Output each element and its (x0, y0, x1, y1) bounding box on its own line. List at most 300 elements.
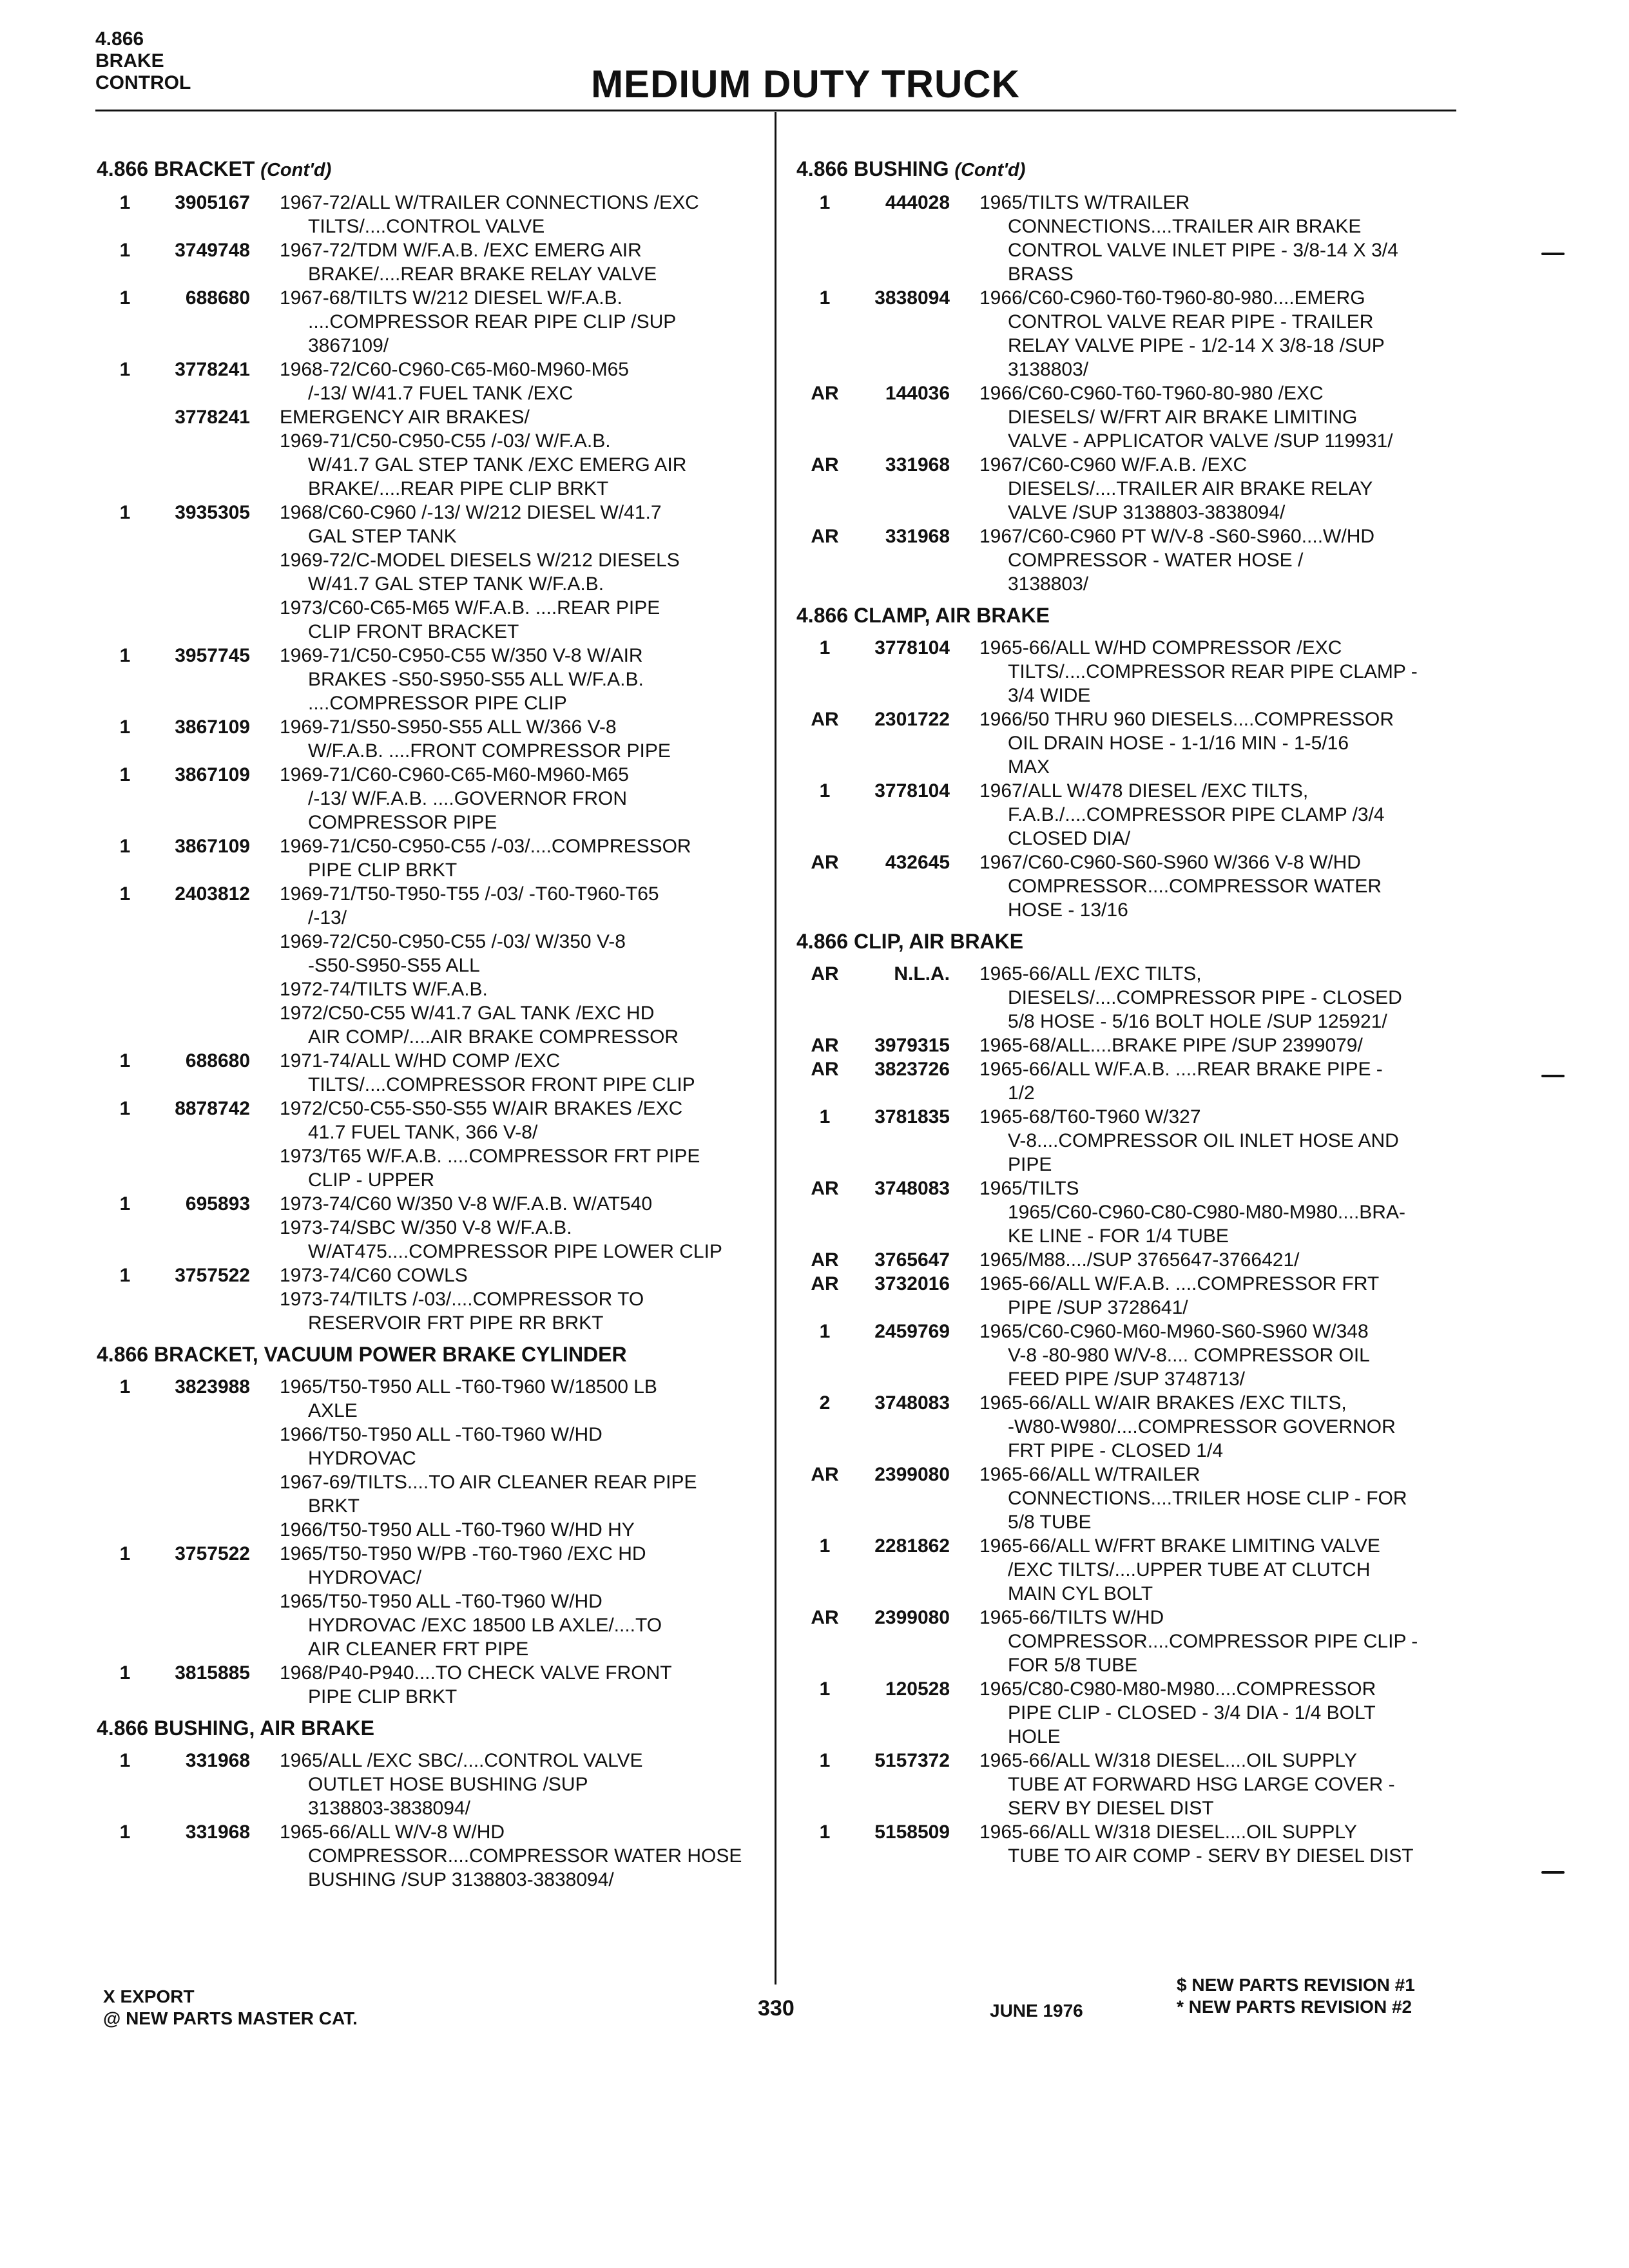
description-line: TILTS/....COMPRESSOR REAR PIPE CLAMP - (1008, 661, 1418, 682)
entry-description (979, 962, 1460, 1033)
description-line: 1965-66/ALL W/V-8 W/HD (280, 1821, 505, 1843)
section-title (97, 1341, 767, 1367)
description-line: 1969-72/C50-C950-C55 /-03/ W/350 V-8 (280, 931, 626, 952)
entry-part-number: 688680 (185, 287, 250, 309)
section-title (97, 1715, 767, 1741)
entry-part-number: 432645 (885, 852, 950, 873)
parts-entry (97, 191, 767, 238)
description-line: COMPRESSOR....COMPRESSOR WATER (1008, 876, 1382, 897)
parts-entry (97, 1542, 767, 1661)
entry-quantity: 1 (119, 836, 131, 857)
entry-description (280, 834, 767, 882)
parts-entry (796, 191, 1460, 286)
entry-part-number: 3757522 (175, 1265, 250, 1286)
description-line: RESERVOIR FRT PIPE RR BRKT (308, 1312, 604, 1334)
description-line: PIPE (1008, 1154, 1052, 1175)
description-line: CONTROL VALVE REAR PIPE - TRAILER (1008, 311, 1374, 332)
description-line: 1965-66/ALL W/HD COMPRESSOR /EXC (979, 637, 1342, 658)
description-line: 1965-66/TILTS W/HD (979, 1607, 1164, 1628)
description-line: ....COMPRESSOR REAR PIPE CLIP /SUP (308, 311, 677, 332)
description-line: 1973-74/TILTS /-03/....COMPRESSOR TO (280, 1289, 644, 1310)
header-line-control: CONTROL (95, 72, 191, 93)
entry-description (280, 191, 767, 238)
entry-description (280, 1264, 767, 1335)
entry-description (979, 1177, 1460, 1248)
entry-quantity: AR (811, 383, 839, 404)
description-line: 1969-71/T50-T950-T55 /-03/ -T60-T960-T65 (280, 883, 659, 905)
entry-quantity: AR (811, 709, 839, 730)
parts-entry (97, 1097, 767, 1192)
description-line: PIPE CLIP - CLOSED - 3/4 DIA - 1/4 BOLT (1008, 1702, 1376, 1724)
entry-quantity: AR (811, 1035, 839, 1056)
parts-entry (796, 1272, 1460, 1320)
entry-quantity: AR (811, 526, 839, 547)
description-line: DIESELS/....TRAILER AIR BRAKE RELAY (1008, 478, 1373, 499)
entry-part-number: 331968 (885, 454, 950, 476)
entry-description (979, 1606, 1460, 1677)
description-line: 1967/ALL W/478 DIESEL /EXC TILTS, (979, 780, 1309, 802)
entry-description (979, 1391, 1460, 1463)
description-line: ....COMPRESSOR PIPE CLIP (308, 693, 567, 714)
entry-quantity: 1 (819, 192, 831, 213)
description-line: CONNECTIONS....TRAILER AIR BRAKE (1008, 216, 1362, 237)
description-line: PIPE CLIP BRKT (308, 860, 458, 881)
description-line: 1965-66/ALL W/AIR BRAKES /EXC TILTS, (979, 1392, 1347, 1414)
entry-part-number: 3823988 (175, 1376, 250, 1398)
parts-entry (796, 1320, 1460, 1391)
entry-part-number: N.L.A. (894, 963, 950, 985)
description-line: HOSE - 13/16 (1008, 899, 1128, 921)
footer-date: JUNE 1976 (990, 2001, 1083, 2021)
entry-description (979, 524, 1460, 596)
right-column (796, 149, 1460, 1868)
entry-quantity: 1 (819, 1106, 831, 1128)
entry-quantity: 1 (119, 764, 131, 785)
entry-part-number: 3781835 (874, 1106, 950, 1128)
description-line: /EXC TILTS/....UPPER TUBE AT CLUTCH (1008, 1559, 1371, 1581)
description-line: /-13/ W/F.A.B. ....GOVERNOR FRON (308, 788, 628, 809)
entry-part-number: 5157372 (874, 1750, 950, 1771)
entry-quantity: AR (811, 1464, 839, 1485)
description-line: COMPRESSOR....COMPRESSOR PIPE CLIP - (1008, 1631, 1418, 1652)
description-line: OUTLET HOSE BUSHING /SUP (308, 1774, 588, 1795)
entry-description (979, 707, 1460, 779)
entry-description (280, 1375, 767, 1542)
parts-entry (97, 1749, 767, 1820)
description-line: CLIP FRONT BRACKET (308, 621, 519, 642)
entry-quantity: 1 (119, 502, 131, 523)
entry-description (280, 1542, 767, 1661)
entry-description (280, 405, 767, 501)
entry-part-number: 3823726 (874, 1059, 950, 1080)
entry-quantity: 1 (819, 1321, 831, 1342)
description-line: 1973-74/C60 COWLS (280, 1265, 468, 1286)
entry-quantity: 1 (819, 1678, 831, 1700)
description-line: COMPRESSOR....COMPRESSOR WATER HOSE (308, 1845, 742, 1867)
parts-entry (796, 1105, 1460, 1177)
entry-description (979, 1033, 1460, 1057)
entry-description (280, 1192, 767, 1264)
description-line: V-8 -80-980 W/V-8.... COMPRESSOR OIL (1008, 1345, 1370, 1366)
entry-quantity: 1 (819, 1535, 831, 1557)
entry-quantity: AR (811, 1249, 839, 1271)
parts-entry (796, 1033, 1460, 1057)
description-line: 1965-66/ALL W/F.A.B. ....REAR BRAKE PIPE - (979, 1059, 1383, 1080)
parts-entry (796, 850, 1460, 922)
entry-quantity: 1 (119, 716, 131, 738)
entry-description (280, 644, 767, 715)
section-title-text: 4.866 BUSHING, AIR BRAKE (97, 1716, 374, 1740)
description-line: W/AT475....COMPRESSOR PIPE LOWER CLIP (308, 1241, 722, 1262)
entry-part-number: 2301722 (874, 709, 950, 730)
description-line: 1966/T50-T950 ALL -T60-T960 W/HD HY (280, 1519, 635, 1541)
entry-description (979, 381, 1460, 453)
entry-description (979, 1105, 1460, 1177)
parts-entry (97, 501, 767, 644)
entry-quantity: 1 (119, 1098, 131, 1119)
footer-legend-right (1177, 1974, 1415, 2018)
description-line: BRAKE/....REAR PIPE CLIP BRKT (308, 478, 609, 499)
description-line: KE LINE - FOR 1/4 TUBE (1008, 1225, 1229, 1247)
entry-description (979, 1272, 1460, 1320)
entry-description (979, 1057, 1460, 1105)
description-line: 3867109/ (308, 335, 389, 356)
description-line: DIESELS/....COMPRESSOR PIPE - CLOSED (1008, 987, 1402, 1008)
header-rule (95, 110, 1456, 111)
parts-entry (796, 453, 1460, 524)
entry-quantity: 1 (119, 1750, 131, 1771)
description-line: 1971-74/ALL W/HD COMP /EXC (280, 1050, 561, 1072)
description-line: 1969-71/C50-C950-C55 W/350 V-8 W/AIR (280, 645, 643, 666)
entry-part-number: 144036 (885, 383, 950, 404)
description-line: DIESELS/ W/FRT AIR BRAKE LIMITING (1008, 407, 1358, 428)
description-line: 1969-71/C50-C950-C55 /-03/ W/F.A.B. (280, 430, 611, 452)
entry-description (979, 779, 1460, 850)
description-line: 1965/T50-T950 W/PB -T60-T960 /EXC HD (280, 1543, 646, 1564)
parts-entry (97, 834, 767, 882)
description-line: PIPE CLIP BRKT (308, 1686, 458, 1707)
description-line: 1967-72/ALL W/TRAILER CONNECTIONS /EXC (280, 192, 699, 213)
entry-description (280, 715, 767, 763)
description-line: W/F.A.B. ....FRONT COMPRESSOR PIPE (308, 740, 671, 762)
entry-part-number: 3867109 (175, 764, 250, 785)
footer-master-cat-note: @ NEW PARTS MASTER CAT. (103, 2008, 358, 2028)
description-line: 3138803/ (1008, 573, 1089, 595)
entry-part-number: 3815885 (175, 1662, 250, 1684)
entry-description (979, 1320, 1460, 1391)
margin-mark (1541, 253, 1565, 255)
entry-part-number: 5158509 (874, 1821, 950, 1843)
entry-part-number: 3778104 (874, 637, 950, 658)
entry-quantity: 2 (819, 1392, 831, 1414)
description-line: 1965/M88..../SUP 3765647-3766421/ (979, 1249, 1300, 1271)
parts-entry (796, 707, 1460, 779)
description-line: CLIP - UPPER (308, 1169, 435, 1191)
description-line: AIR CLEANER FRT PIPE (308, 1639, 529, 1660)
entry-part-number: 331968 (185, 1821, 250, 1843)
description-line: CLOSED DIA/ (1008, 828, 1131, 849)
description-line: 1965-66/ALL W/F.A.B. ....COMPRESSOR FRT (979, 1273, 1380, 1294)
entry-quantity: 1 (119, 1265, 131, 1286)
description-line: 3138803/ (1008, 359, 1089, 380)
section-title (796, 928, 1460, 954)
section-title (796, 602, 1460, 628)
description-line: 5/8 TUBE (1008, 1512, 1092, 1533)
description-line: BRAKE/....REAR BRAKE RELAY VALVE (308, 264, 657, 285)
description-line: 3/4 WIDE (1008, 685, 1091, 706)
entry-quantity: 1 (119, 1376, 131, 1398)
entry-quantity: AR (811, 963, 839, 985)
entry-part-number: 3867109 (175, 836, 250, 857)
entry-part-number: 2399080 (874, 1464, 950, 1485)
parts-entry (796, 962, 1460, 1033)
description-line: 1965/T50-T950 ALL -T60-T960 W/18500 LB (280, 1376, 657, 1398)
header-section-label (95, 28, 191, 94)
description-line: FOR 5/8 TUBE (1008, 1655, 1138, 1676)
description-line: 1966/C60-C960-T60-T960-80-980....EMERG (979, 287, 1365, 309)
margin-mark (1541, 1075, 1565, 1077)
entry-description (979, 1248, 1460, 1272)
description-line: COMPRESSOR PIPE (308, 812, 497, 833)
entry-part-number: 331968 (185, 1750, 250, 1771)
entry-description (979, 286, 1460, 381)
description-line: F.A.B./....COMPRESSOR PIPE CLAMP /3/4 (1008, 804, 1385, 825)
description-line: COMPRESSOR - WATER HOSE / (1008, 550, 1304, 571)
parts-entry (796, 1749, 1460, 1820)
entry-quantity: 1 (119, 1662, 131, 1684)
description-line: /-13/ (308, 907, 347, 928)
parts-entry (796, 1248, 1460, 1272)
section-title-text: 4.866 CLAMP, AIR BRAKE (796, 604, 1050, 627)
entry-quantity: AR (811, 1059, 839, 1080)
entry-quantity: AR (811, 1607, 839, 1628)
description-line: 1966/C60-C960-T60-T960-80-980 /EXC (979, 383, 1324, 404)
description-line: 1965/C80-C980-M80-M980....COMPRESSOR (979, 1678, 1376, 1700)
parts-entry (796, 381, 1460, 453)
entry-quantity: AR (811, 1178, 839, 1199)
parts-entry (796, 636, 1460, 707)
margin-mark (1541, 1871, 1565, 1874)
footer-revision-2: * NEW PARTS REVISION #2 (1177, 1997, 1412, 2017)
entry-description (280, 882, 767, 1049)
parts-entry (796, 1606, 1460, 1677)
description-line: 1969-71/S50-S950-S55 ALL W/366 V-8 (280, 716, 617, 738)
description-line: /-13/ W/41.7 FUEL TANK /EXC (308, 383, 574, 404)
entry-part-number: 3757522 (175, 1543, 250, 1564)
entry-description (979, 1677, 1460, 1749)
entry-description (979, 1463, 1460, 1534)
description-line: 1973-74/C60 W/350 V-8 W/F.A.B. W/AT540 (280, 1193, 653, 1215)
entry-part-number: 3935305 (175, 502, 250, 523)
section-continued-mark: (Cont'd) (260, 160, 332, 180)
description-line: 1969-71/C60-C960-C65-M60-M960-M65 (280, 764, 629, 785)
description-line: 1965/TILTS W/TRAILER (979, 192, 1190, 213)
entry-part-number: 3778104 (874, 780, 950, 802)
description-line: SERV BY DIESEL DIST (1008, 1798, 1214, 1819)
entry-part-number: 695893 (185, 1193, 250, 1215)
section-title (97, 156, 767, 183)
entry-quantity: 1 (119, 645, 131, 666)
entry-part-number: 2403812 (175, 883, 250, 905)
description-line: 1967-69/TILTS....TO AIR CLEANER REAR PIPE (280, 1472, 697, 1493)
description-line: HYDROVAC (308, 1448, 416, 1469)
entry-quantity: 1 (119, 1543, 131, 1564)
description-line: 1965-68/ALL....BRAKE PIPE /SUP 2399079/ (979, 1035, 1363, 1056)
entry-part-number: 2399080 (874, 1607, 950, 1628)
description-line: FRT PIPE - CLOSED 1/4 (1008, 1440, 1223, 1461)
description-line: 1969-72/C-MODEL DIESELS W/212 DIESELS (280, 550, 680, 571)
description-line: BUSHING /SUP 3138803-3838094/ (308, 1869, 614, 1890)
parts-entry (97, 1264, 767, 1335)
description-line: PIPE /SUP 3728641/ (1008, 1297, 1188, 1318)
description-line: 41.7 FUEL TANK, 366 V-8/ (308, 1122, 538, 1143)
entry-part-number: 3765647 (874, 1249, 950, 1271)
entry-part-number: 3732016 (874, 1273, 950, 1294)
entry-quantity: AR (811, 454, 839, 476)
description-line: 1965-66/ALL W/FRT BRAKE LIMITING VALVE (979, 1535, 1380, 1557)
entry-quantity: 1 (819, 287, 831, 309)
entry-description (280, 501, 767, 644)
description-line: VALVE /SUP 3138803-3838094/ (1008, 502, 1286, 523)
parts-entry (796, 1820, 1460, 1868)
entry-quantity: 1 (119, 359, 131, 380)
parts-entry (97, 715, 767, 763)
description-line: TUBE AT FORWARD HSG LARGE COVER - (1008, 1774, 1395, 1795)
entry-description (979, 191, 1460, 286)
description-line: 1968-72/C60-C960-C65-M60-M960-M65 (280, 359, 629, 380)
description-line: BRAKES -S50-S950-S55 ALL W/F.A.B. (308, 669, 644, 690)
header-line-brake: BRAKE (95, 50, 164, 72)
parts-entry (796, 779, 1460, 850)
description-line: VALVE - APPLICATOR VALVE /SUP 119931/ (1008, 430, 1393, 452)
description-line: 1968/P40-P940....TO CHECK VALVE FRONT (280, 1662, 672, 1684)
entry-quantity: 1 (119, 1821, 131, 1843)
footer-revision-1: $ NEW PARTS REVISION #1 (1177, 1975, 1415, 1995)
description-line: BRKT (308, 1495, 360, 1517)
parts-entry (796, 1057, 1460, 1105)
entry-part-number: 444028 (885, 192, 950, 213)
description-line: RELAY VALVE PIPE - 1/2-14 X 3/8-18 /SUP (1008, 335, 1385, 356)
description-line: W/41.7 GAL STEP TANK W/F.A.B. (308, 573, 604, 595)
entry-part-number: 3748083 (874, 1178, 950, 1199)
description-line: 1966/50 THRU 960 DIESELS....COMPRESSOR (979, 709, 1394, 730)
left-column (97, 149, 767, 1892)
page-number: 330 (758, 1996, 795, 2021)
description-line: 1965/C60-C960-M60-M960-S60-S960 W/348 (979, 1321, 1369, 1342)
entry-quantity: 1 (119, 1193, 131, 1215)
entry-quantity: AR (811, 852, 839, 873)
description-line: CONNECTIONS....TRILER HOSE CLIP - FOR (1008, 1488, 1407, 1509)
entry-quantity: 1 (819, 1750, 831, 1771)
description-line: 1973/C60-C65-M65 W/F.A.B. ....REAR PIPE (280, 597, 660, 619)
section-title-text: 4.866 BUSHING (796, 157, 949, 180)
entry-description (979, 1534, 1460, 1606)
description-line: -W80-W980/....COMPRESSOR GOVERNOR (1008, 1416, 1396, 1437)
description-line: GAL STEP TANK (308, 526, 457, 547)
description-line: 1965-66/ALL /EXC TILTS, (979, 963, 1202, 985)
entry-part-number: 2459769 (874, 1321, 950, 1342)
header-code: 4.866 (95, 28, 144, 50)
description-line: AIR COMP/....AIR BRAKE COMPRESSOR (308, 1026, 679, 1048)
description-line: 1973/T65 W/F.A.B. ....COMPRESSOR FRT PIPE (280, 1146, 700, 1167)
description-line: EMERGENCY AIR BRAKES/ (280, 407, 530, 428)
footer-export-note: X EXPORT (103, 1986, 195, 2006)
description-line: 1965-66/ALL W/318 DIESEL....OIL SUPPLY (979, 1750, 1357, 1771)
description-line: OIL DRAIN HOSE - 1-1/16 MIN - 1-5/16 (1008, 733, 1349, 754)
parts-entry (97, 1049, 767, 1097)
parts-entry (97, 882, 767, 1049)
description-line: 1972-74/TILTS W/F.A.B. (280, 979, 488, 1000)
entry-quantity: 1 (119, 883, 131, 905)
entry-part-number: 688680 (185, 1050, 250, 1072)
description-line: TUBE TO AIR COMP - SERV BY DIESEL DIST (1008, 1845, 1414, 1867)
description-line: 1967/C60-C960 W/F.A.B. /EXC (979, 454, 1248, 476)
entry-description (280, 1049, 767, 1097)
description-line: 1966/T50-T950 ALL -T60-T960 W/HD (280, 1424, 602, 1445)
parts-entry (796, 1463, 1460, 1534)
description-line: HYDROVAC/ (308, 1567, 422, 1588)
section-title-text: 4.866 BRACKET (97, 157, 255, 180)
entry-quantity: 1 (819, 637, 831, 658)
parts-entry (97, 1661, 767, 1709)
entry-part-number: 3867109 (175, 716, 250, 738)
entry-part-number: 3749748 (175, 240, 250, 261)
parts-entry (796, 1391, 1460, 1463)
section-title (796, 156, 1460, 183)
parts-entry (97, 1820, 767, 1892)
description-line: W/41.7 GAL STEP TANK /EXC EMERG AIR (308, 454, 687, 476)
entry-quantity: AR (811, 1273, 839, 1294)
description-line: TILTS/....CONTROL VALVE (308, 216, 545, 237)
parts-entry (796, 286, 1460, 381)
description-line: BRASS (1008, 264, 1074, 285)
description-line: HYDROVAC /EXC 18500 LB AXLE/....TO (308, 1615, 662, 1636)
description-line: -S50-S950-S55 ALL (308, 955, 480, 976)
entry-part-number: 3905167 (175, 192, 250, 213)
parts-entry (97, 1192, 767, 1264)
description-line: 1965/TILTS (979, 1178, 1079, 1199)
entry-description (280, 286, 767, 358)
description-line: 1967/C60-C960 PT W/V-8 -S60-S960....W/HD (979, 526, 1375, 547)
entry-part-number: 3957745 (175, 645, 250, 666)
description-line: MAX (1008, 756, 1050, 778)
entry-quantity: 1 (819, 780, 831, 802)
entry-quantity: 1 (819, 1821, 831, 1843)
entry-description (280, 358, 767, 405)
parts-entry (97, 238, 767, 286)
parts-entry (97, 286, 767, 358)
section-title-text: 4.866 BRACKET, VACUUM POWER BRAKE CYLINDER (97, 1343, 627, 1366)
entry-quantity: 1 (119, 240, 131, 261)
description-line: 1967-72/TDM W/F.A.B. /EXC EMERG AIR (280, 240, 642, 261)
entry-description (280, 238, 767, 286)
parts-entry (796, 1677, 1460, 1749)
entry-description (979, 636, 1460, 707)
description-line: V-8....COMPRESSOR OIL INLET HOSE AND (1008, 1130, 1399, 1151)
parts-entry (796, 1177, 1460, 1248)
footer-legend-left (103, 1986, 358, 2030)
entry-description (979, 850, 1460, 922)
description-line: 1965-68/T60-T960 W/327 (979, 1106, 1201, 1128)
entry-part-number: 331968 (885, 526, 950, 547)
entry-part-number: 3838094 (874, 287, 950, 309)
parts-entry (97, 1375, 767, 1542)
description-line: 1965-66/ALL W/318 DIESEL....OIL SUPPLY (979, 1821, 1357, 1843)
entry-part-number: 8878742 (175, 1098, 250, 1119)
entry-part-number: 120528 (885, 1678, 950, 1700)
description-line: 5/8 HOSE - 5/16 BOLT HOLE /SUP 125921/ (1008, 1011, 1387, 1032)
description-line: 3138803-3838094/ (308, 1798, 470, 1819)
